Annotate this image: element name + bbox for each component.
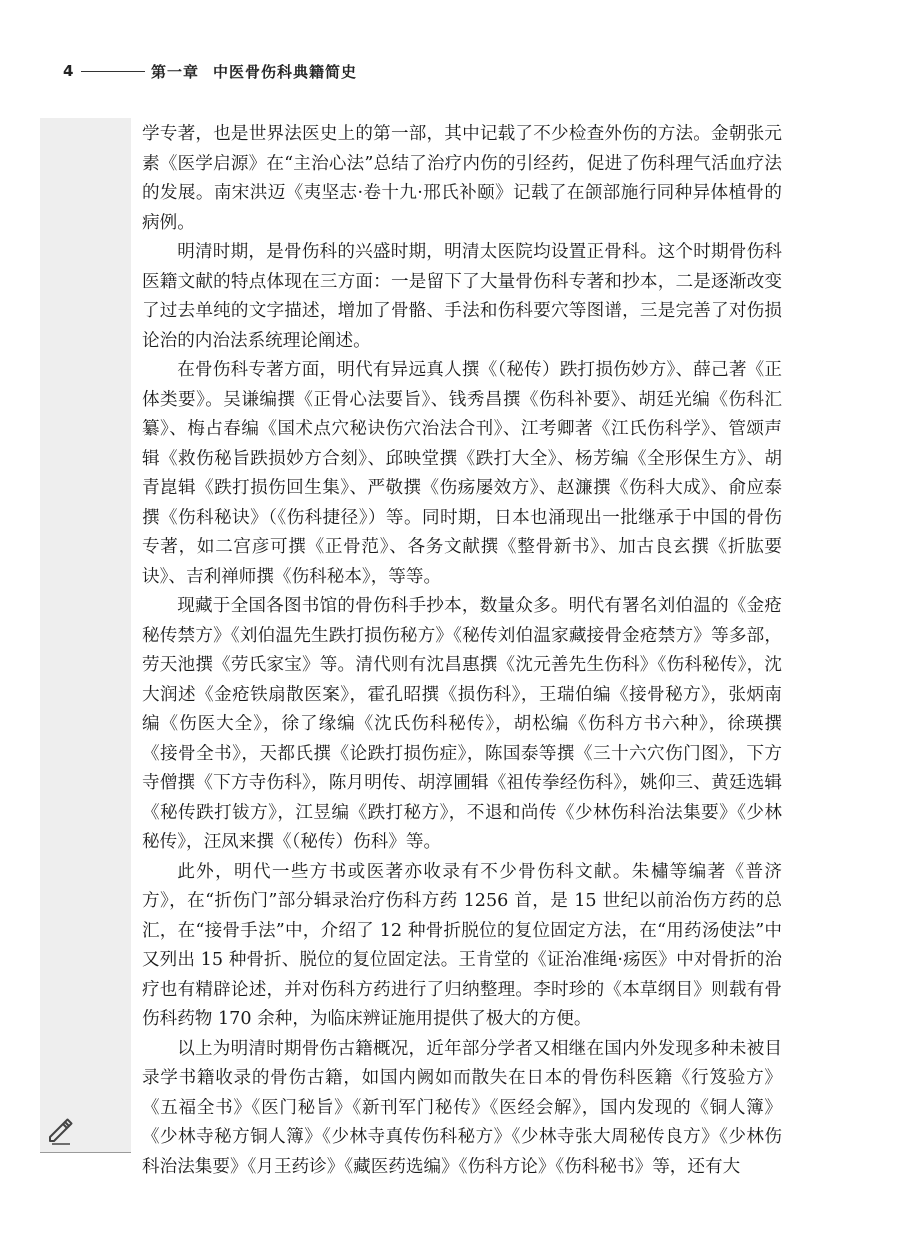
running-header — [63, 60, 357, 82]
paragraph: 学专著，也是世界法医史上的第一部，其中记载了不少检查外伤的方法。金朝张元素《医学启源》在“主治心法”总结了治疗内伤的引经药，促进了伤科理气活血疗法的发展。南宋洪迈《夷坚志·卷十九·邢氏补颐》记载了在颌部施行同种异体植骨的病例。 — [142, 124, 782, 233]
pencil-icon — [44, 1113, 76, 1145]
margin-note-column — [40, 118, 131, 1153]
chapter-title: 中医骨伤科典籍简史 — [213, 62, 358, 81]
header-rule — [81, 71, 145, 72]
paragraph: 在骨伤科专著方面，明代有异远真人撰《（秘传）跌打损伤妙方》、薛己著《正体类要》。吴谦编撰《正骨心法要旨》、钱秀昌撰《伤科补要》、胡廷光编《伤科汇纂》、梅占春编《国术点穴秘诀伤穴治法合刊》、江考卿著《江氏伤科学》、管颂声辑《救伤秘旨跌损妙方合刻》、邱映堂撰《跌打大全》、杨芳编《全形保生方》、胡青崑辑《跌打损伤回生集》、严敬撰《伤疡屡效方》、赵濂撰《伤科大成》、俞应泰撰《伤科秘诀》（《伤科捷径》）等。同时期，日本也涌现出一批继承于中国的骨伤专著，如二宫彦可撰《正骨范》、各务文献撰《整骨新书》、加古良玄撰《折肱要诀》、吉利禅师撰《伤科秘本》，等等。 — [142, 360, 782, 587]
page-number: 4 — [63, 62, 74, 80]
margin-baseline — [40, 1152, 131, 1153]
paragraph: 此外，明代一些方书或医著亦收录有不少骨伤科文献。朱橚等编著《普济方》，在“折伤门”部分辑录治疗伤科方药 1256 首，是 15 世纪以前治伤方药的总汇，在“接骨手法”中，介绍了 12 种骨折脱位的复位固定方法，在“用药汤使法”中又列出 15 种骨折、脱位的复位固定法。王肯堂的《证治准绳·疡医》中对骨折的治疗也有精辟论述，并对伤科方药进行了归纳整理。李时珍的《本草纲目》则载有骨伤科药物 170 余种，为临床辨证施用提供了极大的方便。 — [142, 861, 782, 1029]
chapter-label: 第一章 — [151, 62, 200, 81]
paragraph: 现藏于全国各图书馆的骨伤科手抄本，数量众多。明代有署名刘伯温的《金疮秘传禁方》《刘伯温先生跌打损伤秘方》《秘传刘伯温家藏接骨金疮禁方》等多部，劳天池撰《劳氏家宝》等。清代则有沈昌惠撰《沈元善先生伤科》《伤科秘传》，沈大润述《金疮铁扇散医案》，霍孔昭撰《损伤科》，王瑞伯编《接骨秘方》，张炳南编《伤医大全》，徐了缘编《沈氏伤科秘传》，胡松编《伤科方书六种》，徐瑛撰《接骨全书》，天都氏撰《论跌打损伤症》，陈国泰等撰《三十六穴伤门图》，下方寺僧撰《下方寺伤科》，陈月明传、胡淳圃辑《祖传拳经伤科》，姚仰三、黄廷选辑《秘传跌打钹方》，江昱编《跌打秘方》，不退和尚传《少林伤科治法集要》《少林秘传》，汪凤来撰《（秘传）伤科》等。 — [142, 596, 782, 852]
paragraph: 以上为明清时期骨伤古籍概况，近年部分学者又相继在国内外发现多种未被目录学书籍收录的骨伤古籍，如国内阙如而散失在日本的骨伤科医籍《行笈验方》《五福全书》《医门秘旨》《新刊军门秘传》《医经会解》，国内发现的《铜人簿》《少林寺秘方铜人簿》《少林寺真传伤科秘方》《少林寺张大周秘传良方》《少林伤科治法集要》《月王药诊》《藏医药选编》《伤科方论》《伤科秘书》等，还有大 — [142, 1038, 782, 1177]
paragraph: 明清时期，是骨伤科的兴盛时期，明清太医院均设置正骨科。这个时期骨伤科医籍文献的特点体现在三方面：一是留下了大量骨伤科专著和抄本，二是逐渐改变了过去单纯的文字描述，增加了骨骼、手法和伤科要穴等图谱，三是完善了对伤损论治的内治法系统理论阐述。 — [142, 242, 782, 351]
body-text — [142, 120, 782, 1182]
